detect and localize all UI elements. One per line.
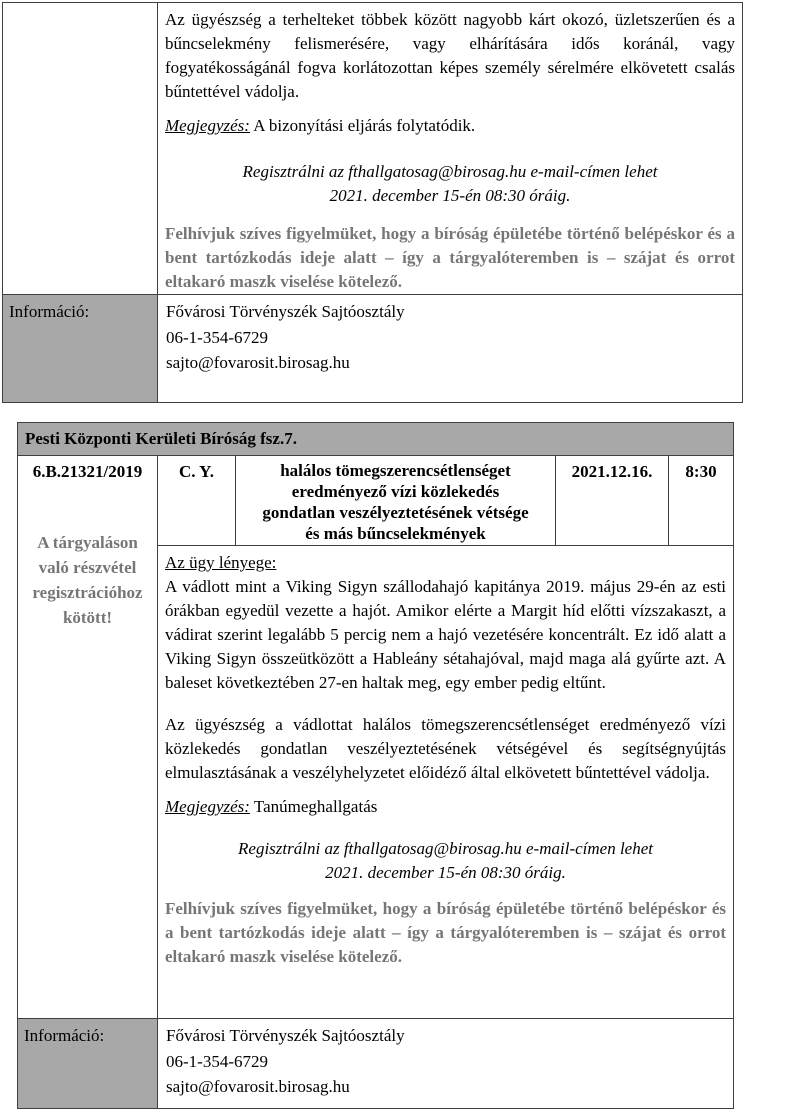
info-label-cell xyxy=(3,295,158,403)
case-description-cell xyxy=(158,3,743,295)
charge-line: gondatlan veszélyeztetésének vétsége xyxy=(262,503,529,522)
hearing-time: 8:30 xyxy=(669,456,734,546)
court-header-row xyxy=(18,423,734,456)
charge-line: és más bűncselekmények xyxy=(305,524,486,543)
contact-phone: 06-1-354-6729 xyxy=(166,1051,268,1071)
case-number: 6.B.21321/2019 xyxy=(32,462,143,481)
case-table-bottom xyxy=(17,422,734,1109)
summary-paragraph-2: Az ügyészség a vádlottat halálos tömegszerencsétlenséget eredményező vízi közlekedés gondatlan veszélyeztetésének vétségével és segítségnyújtás elmulasztásának a veszélyhelyzetet előidéző által elkövetett bűntettével vádolja. xyxy=(165,715,727,782)
contact-cell xyxy=(158,1019,734,1109)
case-summary-cell xyxy=(158,546,734,1019)
charge-line: eredményező vízi közlekedés xyxy=(291,482,500,501)
contact-email: sajto@fovarosit.birosag.hu xyxy=(166,1077,350,1096)
contact-cell xyxy=(158,295,743,403)
contact-office: Fővárosi Törvényszék Sajtóosztály xyxy=(166,302,405,321)
hearing-date: 2021.12.16. xyxy=(556,456,669,546)
note-text: Tanúmeghallgatás xyxy=(253,797,378,816)
note-label: Megjegyzés: xyxy=(165,116,250,135)
case-table-top xyxy=(2,2,743,403)
registration-line1: Regisztrálni az fthallgatosag@birosag.hu e-mail-címen lehet xyxy=(242,162,658,181)
note-text: A bizonyítási eljárás folytatódik. xyxy=(253,116,476,135)
registration-line2: 2021. december 15-én 08:30 óráig. xyxy=(329,186,571,205)
note-line xyxy=(165,795,726,819)
info-label: Információ: xyxy=(9,302,90,321)
mask-notice: Felhívjuk szíves figyelmüket, hogy a bíróság épületébe történő belépéskor és a bent tartózkodás ideje alatt – így a tárgyalóteremben is – szájat és orrot eltakaró maszk viselése kötelező. xyxy=(165,224,735,291)
mask-notice: Felhívjuk szíves figyelmüket, hogy a bíróság épületébe történő belépéskor és a bent tartózkodás ideje alatt – így a tárgyalóteremben is – szájat és orrot eltakaró maszk viselése kötelező. xyxy=(165,899,727,966)
note-line xyxy=(165,114,735,138)
case-details-row xyxy=(3,3,743,295)
summary-paragraph-1: A vádlott mint a Viking Sigyn szállodahajó kapitánya 2019. május 29-én az esti órákban egyedül vezette a hajót. Amikor elérte a Margit híd előtti vízszakaszt, a vádirat szerint legalább 5 percig nem a hajó vezetésére koncentrált. Ez idő alatt a Viking Sigyn összeütközött a Hableány sétahajóval, majd maga alá gyűrte azt. A baleset következtében 27-en haltak meg, egy ember pedig eltűnt. xyxy=(165,577,727,692)
charge-line: halálos tömegszerencsétlenséget xyxy=(280,461,511,480)
hearing-summary-row xyxy=(18,456,734,546)
charge-paragraph: Az ügyészség a terhelteket többek között nagyobb kárt okozó, üzletszerűen és a bűncselekmény felismerésére, vagy elhárítására idős koránál, vagy fogyatékosságánál fogva korlátozottan képes személy sérelmére elkövetett csalás bűntettével vádolja. xyxy=(165,10,735,101)
court-room-header: Pesti Központi Kerületi Bíróság fsz.7. xyxy=(18,423,734,456)
left-column-empty-cell xyxy=(3,3,158,295)
defendant-initials: C. Y. xyxy=(158,456,236,546)
charge-title-cell xyxy=(236,456,556,546)
summary-label: Az ügy lényege: xyxy=(165,553,277,572)
case-number-cell xyxy=(18,456,158,1019)
registration-instruction xyxy=(165,837,726,885)
registration-line2: 2021. december 15-én 08:30 óráig. xyxy=(325,863,566,882)
registration-required-note: A tárgyaláson való részvétel regisztrációhoz kötött! xyxy=(32,533,143,627)
info-row xyxy=(3,295,743,403)
contact-phone: 06-1-354-6729 xyxy=(166,327,268,347)
contact-email: sajto@fovarosit.birosag.hu xyxy=(166,353,350,372)
registration-instruction xyxy=(165,160,735,208)
info-label-cell xyxy=(18,1019,158,1109)
info-label: Információ: xyxy=(24,1026,105,1045)
note-label: Megjegyzés: xyxy=(165,797,250,816)
contact-office: Fővárosi Törvényszék Sajtóosztály xyxy=(166,1026,405,1045)
info-row xyxy=(18,1019,734,1109)
registration-line1: Regisztrálni az fthallgatosag@birosag.hu e-mail-címen lehet xyxy=(238,839,653,858)
